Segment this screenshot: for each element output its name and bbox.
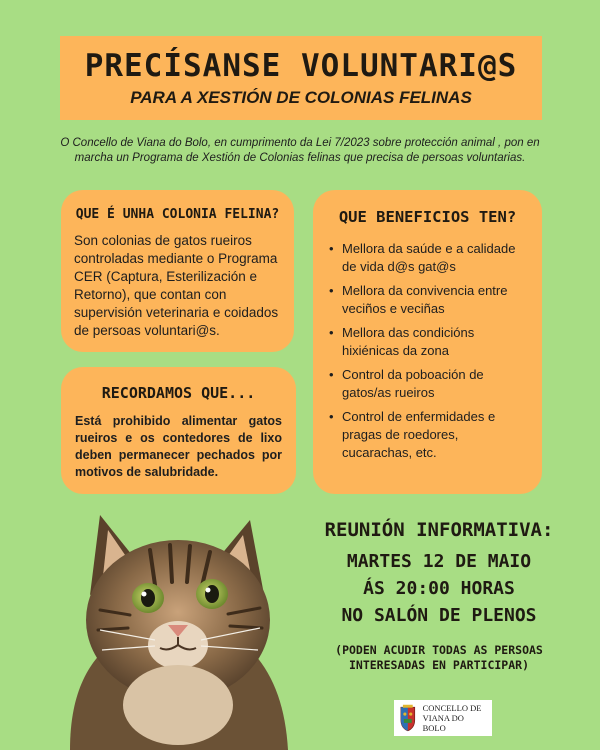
page-title: PRECÍSANSE VOLUNTARI@S [84, 48, 518, 84]
coat-of-arms-icon [398, 704, 418, 732]
concello-name-line1: CONCELLO DE [422, 703, 482, 713]
reunion-place: NO SALÓN DE PLENOS [341, 605, 537, 626]
list-item [329, 408, 532, 462]
bullet-icon: • [329, 409, 334, 424]
list-item [329, 366, 532, 402]
list-item-text: Control da poboación de gatos/as rueiros [342, 367, 484, 400]
reunion-note [300, 643, 578, 673]
bullet-icon: • [329, 283, 334, 298]
reunion-title: REUNIÓN INFORMATIVA: [324, 519, 554, 541]
recordamos-text: Está prohibido alimentar gatos rueiros e os contedores de lixo deben permanecer pechados por motivos de salubridade. [75, 414, 282, 479]
page-subtitle: PARA A XESTIÓN DE COLONIAS FELINAS [130, 88, 472, 107]
recordamos-heading: RECORDAMOS QUE... [101, 384, 256, 402]
concello-name-line2: VIANA DO BOLO [422, 713, 464, 733]
colonia-box [61, 190, 294, 352]
list-item-text: Mellora da convivencia entre veciños e veciñas [342, 283, 508, 316]
reunion-note-line1: (PODEN ACUDIR TODAS AS PERSOAS [335, 643, 543, 657]
list-item-text: Control de enfermidades e pragas de roedores, cucarachas, etc. [342, 409, 496, 460]
cat-photo [60, 490, 290, 750]
intro-text: O Concello de Viana do Bolo, en cumprimento da Lei 7/2023 sobre protección animal , pon en marcha un Programa de Xestión de Colonias felinas que precisa de persoas voluntarias. [60, 137, 540, 164]
reunion-note-line2: INTERESADAS EN PARTICIPAR) [348, 658, 529, 672]
bullet-icon: • [329, 367, 334, 382]
list-item [329, 282, 532, 318]
beneficios-heading: QUE BENEFICIOS TEN? [338, 208, 517, 226]
list-item-text: Mellora das condicións hixiénicas da zona [342, 325, 475, 358]
bullet-icon: • [329, 241, 334, 256]
reunion-date: MARTES 12 DE MAIO [346, 551, 532, 572]
beneficios-box [313, 190, 542, 494]
bullet-icon: • [329, 325, 334, 340]
list-item [329, 324, 532, 360]
reunion-block [300, 518, 578, 673]
reunion-time: ÁS 20:00 HORAS [363, 578, 515, 599]
list-item-text: Mellora da saúde e a calidade de vida d@s gat@s [342, 241, 516, 274]
beneficios-list [329, 240, 532, 462]
colonia-heading: QUE É UNHA COLONIA FELINA? [75, 207, 280, 222]
list-item [329, 240, 532, 276]
recordamos-box [61, 367, 296, 494]
concello-name [423, 703, 488, 733]
header-banner [60, 36, 542, 120]
colonia-text: Son colonias de gatos rueiros controladas mediante o Programa CER (Captura, Esterilización e Retorno), que contan con supervisión veterinaria e coidados de persoas voluntari@s. [74, 233, 279, 338]
concello-logo [394, 700, 492, 736]
